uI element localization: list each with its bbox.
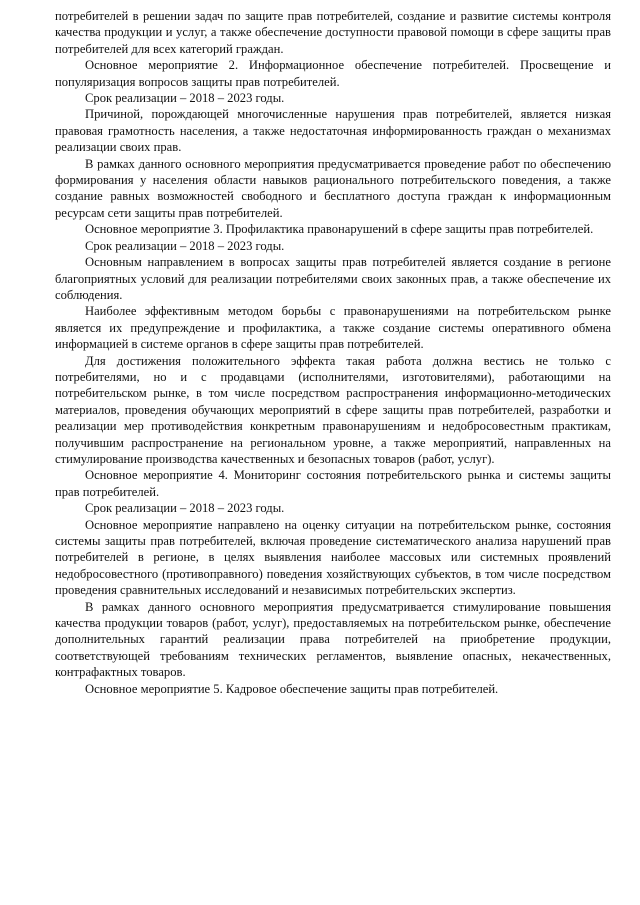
paragraph-measure-2-title: Основное мероприятие 2. Информационное обеспечение потребителей. Просвещение и популяризация вопросов защиты прав потребителей. xyxy=(55,58,611,89)
paragraph-measure-3-method: Наиболее эффективным методом борьбы с правонарушениями на потребительском рынке является их предупреждение и профилактика, а также создание системы оперативного обмена информацией в системе органов в сфере защиты прав потребителей. xyxy=(55,304,611,352)
paragraph-measure-5-title: Основное мероприятие 5. Кадровое обеспечение защиты прав потребителей. xyxy=(85,681,499,696)
paragraph-measure-4-term: Срок реализации – 2018 – 2023 годы. xyxy=(85,501,285,516)
paragraph-measure-3-direction: Основным направлением в вопросах защиты прав потребителей является создание в регионе благоприятных условий для реализации потребителями своих законных прав, а также обеспечение их соблюдения. xyxy=(55,255,611,302)
paragraph-measure-3-term: Срок реализации – 2018 – 2023 годы. xyxy=(85,238,285,253)
paragraph-measure-3-effect: Для достижения положительного эффекта такая работа должна вестись не только с потребителями, но и с продавцами (исполнителями, изготовителями), работающими на потребительском рынке, в том числе посредством распространения информационно-методических материалов, проведения обучающих мероприятий в сфере защиты прав потребителей, разработки и реализации мер противодействия конкретным правонарушениям и недобросовестным практикам, получившим распространение на региональном уровне, а также мероприятий, направленных на стимулирование производства качественных и безопасных товаров (работ, услуг). xyxy=(55,353,611,466)
paragraph-measure-2-term: Срок реализации – 2018 – 2023 годы. xyxy=(85,91,285,106)
paragraph-continuation: потребителей в решении задач по защите прав потребителей, создание и развитие системы контроля качества продукции и услуг, а также обеспечение доступности правовой помощи в сфере защиты прав потребителей для всех категорий граждан. xyxy=(55,9,611,56)
paragraph-measure-3-title: Основное мероприятие 3. Профилактика правонарушений в сфере защиты прав потребителей. xyxy=(85,222,594,237)
paragraph-measure-4-title: Основное мероприятие 4. Мониторинг состояния потребительского рынка и системы защиты прав потребителей. xyxy=(55,468,611,499)
document-page xyxy=(55,8,611,697)
paragraph-measure-4-scope: В рамках данного основного мероприятия предусматривается стимулирование повышения качества продукции товаров (работ, услуг), предоставляемых на потребительском рынке, обеспечение дополнительных гарантий реализации права потребителей на приобретение продукции, соответствующей требованиям технических регламентов, выявление опасных, некачественных, контрафактных товаров. xyxy=(55,599,611,680)
paragraph-measure-2-reason: Причиной, порождающей многочисленные нарушения прав потребителей, является низкая правовая грамотность населения, а также недостаточная информированность граждан о механизмах реализации своих прав. xyxy=(55,107,611,155)
paragraph-measure-2-scope: В рамках данного основного мероприятия предусматривается проведение работ по обеспечению формирования у населения области навыков рационального потребительского поведения, а также создание равных возможностей свободного и бесплатного доступа граждан к информационным ресурсам сети защиты прав потребителей. xyxy=(55,156,611,220)
paragraph-measure-4-focus: Основное мероприятие направлено на оценку ситуации на потребительском рынке, состояния системы защиты прав потребителей, включая проведение систематического анализа нарушений прав потребителей в регионе, в целях выявления наиболее массовых или системных проявлений недобросовестного (противоправного) поведения хозяйствующих субъектов, в том числе посредством проведения сравнительных исследований и независимых потребительских экспертиз. xyxy=(55,517,611,598)
